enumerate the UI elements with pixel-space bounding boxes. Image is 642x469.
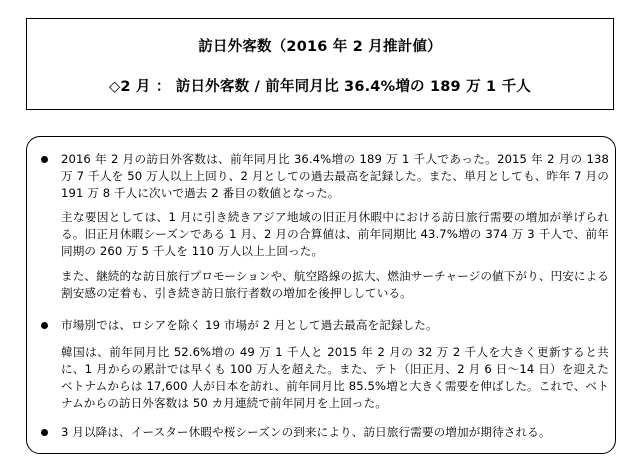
bullet-text: 市場別では、ロシアを除く 19 市場が 2 月として過去最高を記録した。 [61, 318, 438, 332]
page-title: 訪日外客数（2016 年 2 月推計値） [198, 39, 442, 55]
paragraph-text: また、継続的な訪日旅行プロモーションや、航空路線の拡大、燃油サーチャージの値下がり、円安による割安感の定着も、引き続き訪日旅行者数の増加を後押ししている。 [61, 269, 609, 300]
summary-box [26, 136, 616, 454]
header-box [26, 18, 614, 110]
bullet-dot-icon [41, 156, 48, 163]
bullet-dot-icon [41, 429, 48, 436]
page-subtitle: ◇2 月 ： 訪日外客数 / 前年同月比 36.4%増の 189 万 1 千人 [109, 79, 531, 95]
bullet-text: 3 月以降は、イースター休暇や桜シーズンの到来により、訪日旅行需要の増加が期待される。 [61, 425, 551, 439]
bullet-dot-icon [41, 322, 48, 329]
paragraph-text: 主な要因としては、1 月に引き続きアジア地域の旧正月休暇中における訪日旅行需要の増加が挙げられる。旧正月休暇シーズンである 1 月、2 月の合算値は、前年同期比 43.7%増の 374 万 3 千人で、前年同期の 260 万 5 千人を 110 万人以上上回った。 [61, 210, 609, 258]
bullet-text: 2016 年 2 月の訪日外客数は、前年同月比 36.4%増の 189 万 1 千人であった。2015 年 2 月の 138 万 7 千人を 50 万人以上上回り、2 月としての過去最高を記録した。また、単月としても、昨年 7 月の 191 万 8 千人に次いで過去 2 番目の数値となった。 [61, 152, 609, 200]
paragraph-text: 韓国は、前年同月比 52.6%増の 49 万 1 千人と 2015 年 2 月の 32 万 2 千人を大きく更新すると共に、1 月からの累計では早くも 100 万人を超えた。また、テト（旧正月、2 月 6 日～14 日）を迎えたベトナムからは 17,600 人が日本を訪れ、前年同月比 85.5%増と大きく需要を伸ばした。これで、ベトナムからの訪日外客数は 50 カ月連続で前年同月を上回った。 [61, 345, 609, 410]
